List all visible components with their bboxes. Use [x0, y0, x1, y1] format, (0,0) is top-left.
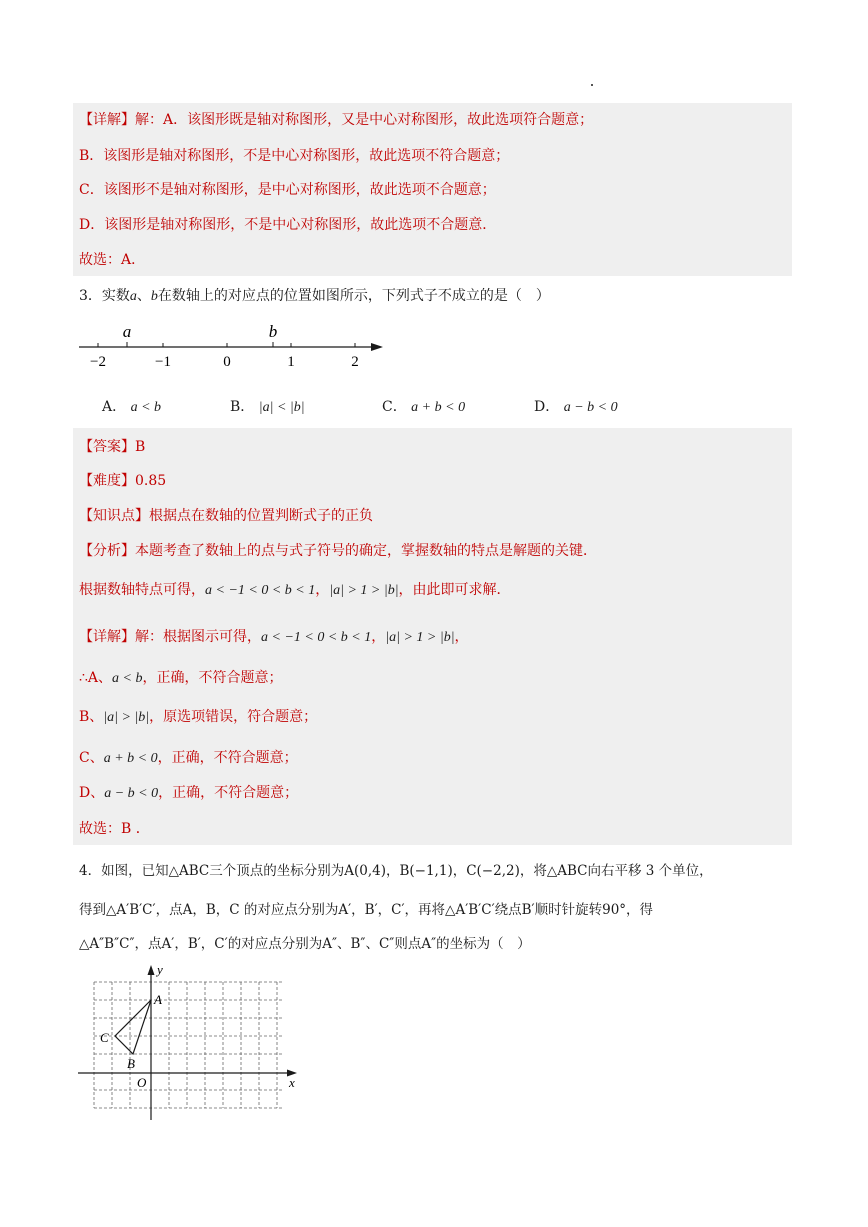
origin-label: O: [137, 1075, 147, 1090]
option-a[interactable]: [102, 396, 161, 416]
item-c-text: ，正确，不符合题意；: [157, 750, 298, 766]
item-b-prefix: B、: [79, 709, 104, 725]
option-a-expr: a < b: [130, 400, 162, 415]
detail-tag-2: 【详解】: [79, 629, 135, 645]
analysis2-sep: ，: [315, 582, 330, 598]
tick-label: 2: [351, 354, 359, 370]
vertex-a-label: A: [154, 992, 162, 1007]
tick-label: 0: [223, 354, 231, 370]
x-axis-label: x: [289, 1075, 295, 1090]
item-a-prefix: ∴A、: [79, 670, 113, 686]
q3-stem-part1: 3．实数: [79, 288, 130, 304]
difficulty-line: [79, 471, 166, 491]
item-b-math: |a| > |b|: [103, 710, 150, 725]
final-choice-line: 故选：B ．: [79, 821, 150, 837]
detail-line: [79, 627, 469, 648]
detail-line-5: 故选：A．: [79, 252, 146, 268]
analysis2-math-1: a < −1 < 0 < b < 1: [205, 583, 316, 598]
analysis2-text-2: ，由此即可求解．: [398, 582, 511, 598]
item-d-prefix: D、: [79, 785, 105, 801]
detail-sep: ，: [371, 629, 386, 645]
option-c[interactable]: [382, 396, 465, 416]
detail-text: 解：A．该图形既是轴对称图形，又是中心对称图形，故此选项符合题意；: [135, 112, 594, 128]
analysis-line: [79, 541, 597, 561]
item-b-text: ，原选项错误，符合题意；: [149, 709, 318, 725]
stray-dot: [591, 84, 593, 86]
q3-stem-part2: 在数轴上的对应点的位置如图所示，下列式子不成立的是（ ）: [157, 288, 550, 304]
detail-end: ，: [454, 629, 469, 645]
grid-lines: [94, 982, 282, 1108]
triangle-abc: [115, 1000, 151, 1054]
detail-item-d: [79, 783, 298, 804]
question-3-stem: [79, 286, 550, 307]
option-d-expr: a − b < 0: [563, 400, 618, 415]
point-a-label: a: [122, 322, 132, 341]
tick-label: −1: [155, 354, 171, 370]
item-c-prefix: C、: [79, 750, 104, 766]
answer-tag: 【答案】: [79, 439, 135, 455]
q3-options: [0, 396, 868, 418]
option-b-label: B．: [230, 399, 255, 415]
option-b-expr: |a| < |b|: [258, 400, 305, 415]
detail-line-3: C．该图形不是轴对称图形，是中心对称图形，故此选项不合题意；: [79, 182, 496, 198]
knowledge-text: 根据点在数轴的位置判断式子的正负: [149, 508, 373, 524]
item-a-math: a < b: [112, 671, 143, 686]
tick-label: 1: [287, 354, 295, 370]
analysis-text: 本题考查了数轴上的点与式子符号的确定，掌握数轴的特点是解题的关键．: [135, 543, 597, 559]
question-4-line-1: 4．如图，已知△ABC三个顶点的坐标分别为A(0,4)，B(−1,1)，C(−2,2)，将△ABC向右平移 3 个单位，: [79, 863, 713, 879]
difficulty-value: 0.85: [135, 473, 167, 489]
number-line-arrow-icon: [371, 343, 383, 351]
detail-math-1: a < −1 < 0 < b < 1: [261, 630, 372, 645]
option-a-label: A．: [102, 399, 127, 415]
number-line-figure: [70, 318, 390, 374]
detail-text-2: 解：根据图示可得，: [135, 629, 261, 645]
vertex-c-label: C: [100, 1030, 109, 1045]
point-b-label: b: [268, 322, 278, 341]
knowledge-line: [79, 506, 373, 526]
option-d[interactable]: [534, 396, 618, 416]
detail-tag: 【详解】: [79, 112, 135, 128]
answer-line: [79, 437, 145, 457]
option-b[interactable]: [230, 396, 305, 416]
detail-item-c: [79, 748, 298, 769]
item-a-text: ，正确，不符合题意；: [142, 670, 283, 686]
detail-line-4: D．该图形是轴对称图形，不是中心对称图形，故此选项不合题意．: [79, 217, 497, 233]
detail-item-a: [79, 668, 282, 689]
detail-line-1: [79, 110, 593, 130]
vertex-b-label: B: [127, 1056, 135, 1071]
question-4-line-3: △A″B″C″，点A′，B′，C′的对应点分别为A″、B″、C″则点A″的坐标为（ ）: [79, 936, 531, 952]
option-c-label: C．: [382, 399, 407, 415]
y-axis-label: y: [157, 962, 163, 977]
item-c-math: a + b < 0: [103, 751, 158, 766]
analysis2-text-1: 根据数轴特点可得，: [79, 582, 205, 598]
tick-label: −2: [90, 354, 106, 370]
option-c-expr: a + b < 0: [411, 400, 466, 415]
difficulty-tag: 【难度】: [79, 473, 135, 489]
analysis-line-2: [79, 580, 511, 601]
detail-math-2: |a| > 1 > |b|: [385, 630, 455, 645]
q3-sep: 、: [136, 288, 151, 304]
question-4-line-2: 得到△A′B′C′，点A，B，C 的对应点分别为A′，B′，C′，再将△A′B′C′绕点B′顺时针旋转90°，得: [79, 902, 654, 918]
answer-value: B: [135, 439, 146, 455]
knowledge-tag: 【知识点】: [79, 508, 149, 524]
detail-line-2: B．该图形是轴对称图形，不是中心对称图形，故此选项不符合题意；: [79, 148, 510, 164]
option-d-label: D．: [534, 399, 560, 415]
analysis2-math-2: |a| > 1 > |b|: [329, 583, 399, 598]
item-d-text: ，正确，不符合题意；: [158, 785, 299, 801]
q3-var-b: b: [150, 289, 158, 304]
y-axis-arrow-icon: [148, 965, 155, 975]
detail-item-b: [79, 707, 317, 728]
analysis-tag: 【分析】: [79, 543, 135, 559]
q3-var-a: a: [129, 289, 137, 304]
coordinate-grid-figure: [70, 960, 310, 1125]
item-d-math: a − b < 0: [104, 786, 159, 801]
